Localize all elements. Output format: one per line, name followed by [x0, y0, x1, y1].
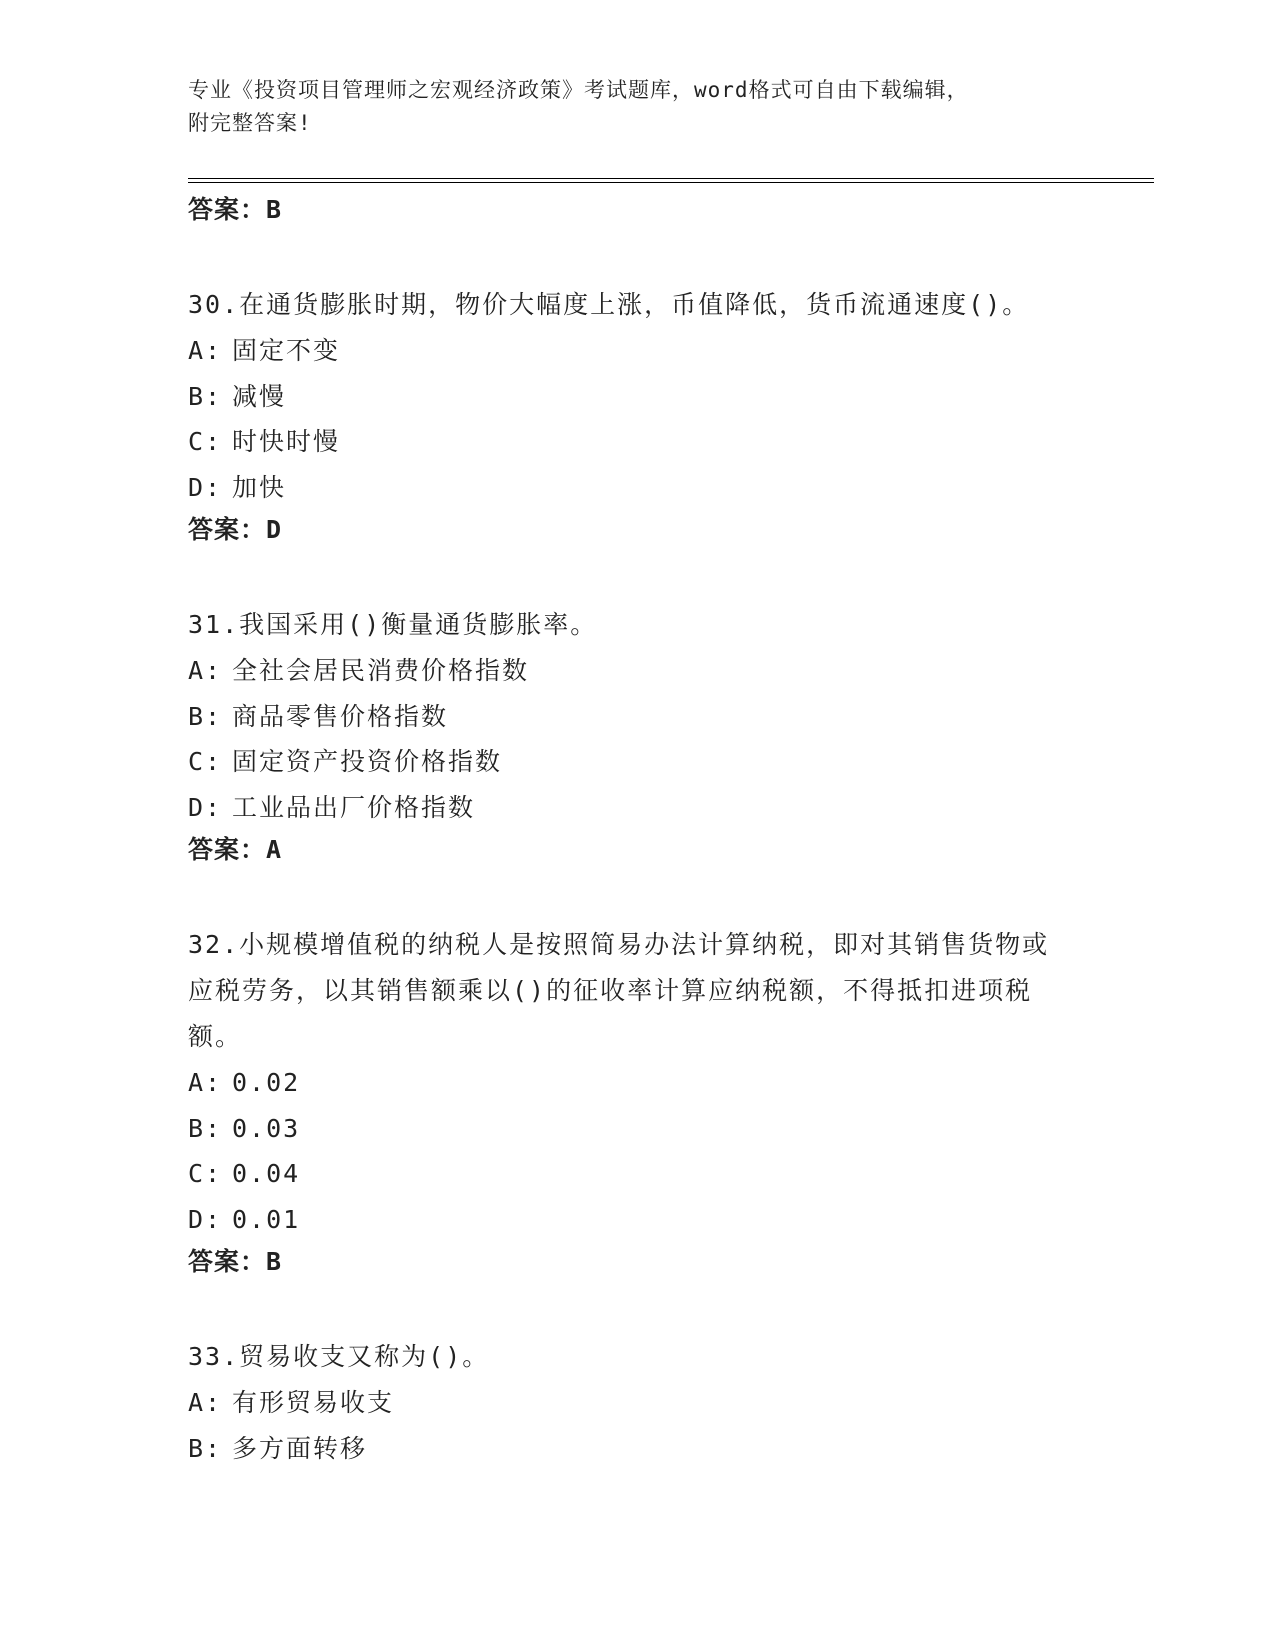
- question-text: 33.贸易收支又称为()。: [188, 1342, 490, 1371]
- question-block: [188, 922, 1088, 1282]
- answer-line: 答案：A: [188, 835, 283, 864]
- question-block: [188, 1334, 1088, 1471]
- option-d: D: 加快: [188, 472, 287, 502]
- option-b: B: 0.03: [188, 1113, 301, 1143]
- option-d: D: 0.01: [188, 1204, 301, 1234]
- option-a: A: 0.02: [188, 1068, 301, 1097]
- option-c: C: 0.04: [188, 1159, 301, 1188]
- option-a: A: 固定不变: [188, 336, 341, 365]
- question-text: 32.小规模增值税的纳税人是按照简易办法计算纳税，即对其销售货物或应税劳务，以其销售额乘以()的征收率计算应纳税额，不得抵扣进项税额。: [188, 930, 1050, 1051]
- question-text: 31.我国采用()衡量通货膨胀率。: [188, 610, 598, 639]
- question-text: 30.在通货膨胀时期，物价大幅度上涨，币值降低，货币流通速度()。: [188, 290, 1030, 319]
- option-a: A: 全社会居民消费价格指数: [188, 656, 530, 685]
- option-b: B: 减慢: [188, 381, 287, 411]
- option-c: C: 固定资产投资价格指数: [188, 747, 503, 776]
- option-b: B: 商品零售价格指数: [188, 701, 449, 731]
- header-divider: [188, 178, 1154, 183]
- question-block: [188, 282, 1088, 550]
- option-c: C: 时快时慢: [188, 427, 341, 456]
- answer-line: 答案：D: [188, 515, 283, 544]
- question-list: [188, 190, 1088, 1471]
- question-block: [188, 602, 1088, 870]
- answer-line: 答案：B: [188, 195, 283, 224]
- option-d: D: 工业品出厂价格指数: [188, 792, 476, 822]
- document-header: [188, 74, 1068, 140]
- answer-line: 答案：B: [188, 1247, 283, 1276]
- header-line-1: 专业《投资项目管理师之宏观经济政策》考试题库，word格式可自由下载编辑，: [188, 78, 969, 102]
- option-a: A: 有形贸易收支: [188, 1388, 395, 1417]
- option-b: B: 多方面转移: [188, 1433, 368, 1463]
- header-line-2: 附完整答案!: [188, 111, 312, 135]
